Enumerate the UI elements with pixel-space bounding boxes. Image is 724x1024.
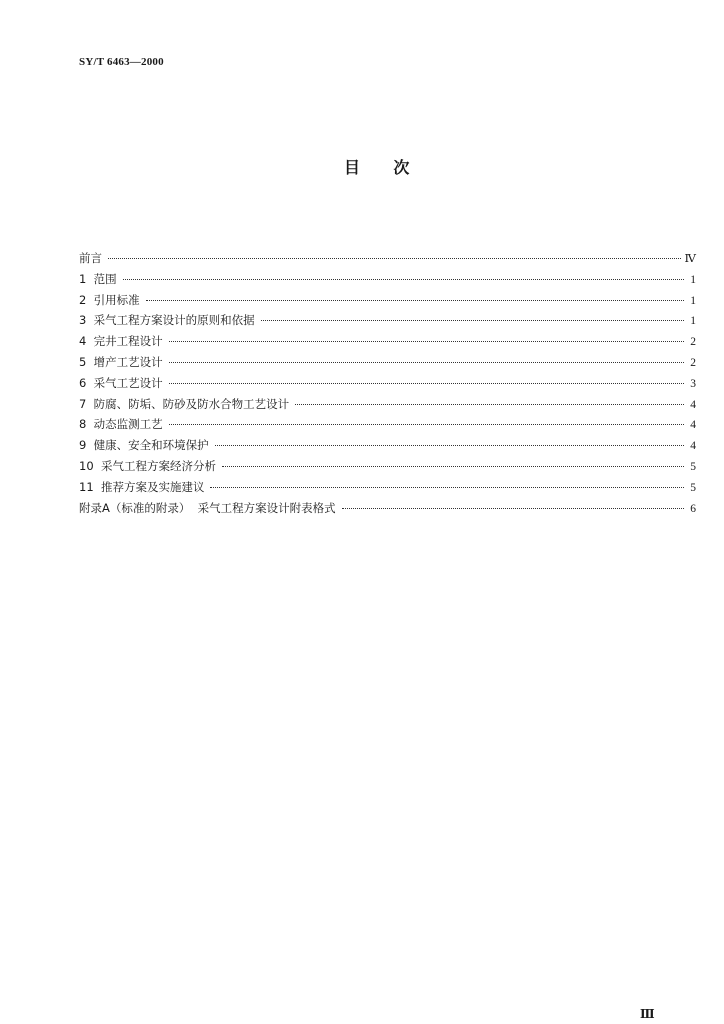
toc-entry-page: 6 (690, 502, 696, 515)
dot-leader (342, 508, 684, 509)
toc-entry-page: Ⅳ (684, 253, 696, 265)
toc-entry-page: 4 (690, 398, 696, 411)
toc-entry-label: 采气工程方案经济分析 (100, 458, 216, 473)
toc-entry-page: 4 (690, 419, 696, 432)
toc-entry-appendix-a[interactable] (79, 498, 696, 519)
dot-leader (108, 258, 681, 259)
dot-leader (295, 404, 684, 405)
dot-leader (169, 424, 684, 425)
toc-entry-page: 1 (690, 294, 696, 307)
dot-leader (146, 300, 684, 301)
toc-entry-page: 1 (690, 315, 696, 328)
toc-entry-11[interactable] (79, 477, 696, 498)
toc-entry-page: 1 (690, 273, 696, 286)
dot-leader (222, 466, 684, 467)
dot-leader (123, 279, 684, 280)
toc-entry-page: 3 (690, 377, 696, 390)
dot-leader (169, 341, 684, 342)
toc-entry-2[interactable] (79, 290, 696, 311)
toc-entry-label: 健康、安全和环境保护 (93, 438, 209, 453)
dot-leader (261, 320, 684, 321)
page-title: 目 次 (344, 158, 410, 177)
toc-entry-4[interactable] (79, 331, 696, 352)
dot-leader (169, 383, 684, 384)
toc-entry-number: 4 (79, 334, 94, 349)
toc-entry-7[interactable] (79, 394, 696, 415)
toc-entry-label: 增产工艺设计 (93, 354, 163, 369)
toc-entry-label: 推荐方案及实施建议 (100, 479, 205, 494)
toc-entry-label: 前言 (79, 251, 102, 265)
toc-entry-foreword[interactable] (79, 248, 696, 269)
toc-entry-label: 采气工程方案设计的原则和依据 (93, 313, 255, 328)
toc-entry-9[interactable] (79, 435, 696, 456)
toc-entry-number: 1 (79, 271, 94, 286)
toc-entry-number: 6 (79, 375, 94, 390)
toc-entry-number: 2 (79, 292, 94, 307)
toc-entry-5[interactable] (79, 352, 696, 373)
toc-entry-label: 完井工程设计 (93, 334, 163, 349)
toc-entry-10[interactable] (79, 456, 696, 477)
toc-entry-number: 7 (79, 396, 94, 411)
toc-entry-3[interactable] (79, 310, 696, 331)
dot-leader (169, 362, 684, 363)
toc-entry-label: 范围 (93, 271, 117, 286)
toc-entry-8[interactable] (79, 414, 696, 435)
page-number: Ⅲ (640, 1007, 655, 1021)
dot-leader (215, 445, 684, 446)
toc-entry-page: 5 (690, 481, 696, 494)
toc-entry-number: 11 (79, 479, 101, 494)
toc-entry-number: 10 (79, 458, 101, 473)
toc-entry-number: 9 (79, 438, 94, 453)
standard-code: SY/T 6463—2000 (79, 56, 164, 68)
dot-leader (210, 487, 684, 488)
toc-entry-label: 引用标准 (93, 292, 140, 307)
table-of-contents (79, 248, 696, 518)
toc-entry-page: 2 (690, 356, 696, 369)
toc-entry-label: 防腐、防垢、防砂及防水合物工艺设计 (93, 396, 290, 411)
toc-entry-page: 5 (690, 460, 696, 473)
toc-entry-label: 附录A（标准的附录） 采气工程方案设计附表格式 (79, 500, 336, 515)
toc-entry-number: 3 (79, 313, 94, 328)
toc-entry-number: 5 (79, 354, 94, 369)
toc-entry-page: 2 (690, 336, 696, 349)
toc-entry-label: 采气工艺设计 (93, 375, 163, 390)
toc-entry-label: 动态监测工艺 (93, 417, 163, 432)
toc-entry-number: 8 (79, 417, 94, 432)
toc-entry-6[interactable] (79, 373, 696, 394)
toc-entry-1[interactable] (79, 269, 696, 290)
toc-entry-page: 4 (690, 440, 696, 453)
